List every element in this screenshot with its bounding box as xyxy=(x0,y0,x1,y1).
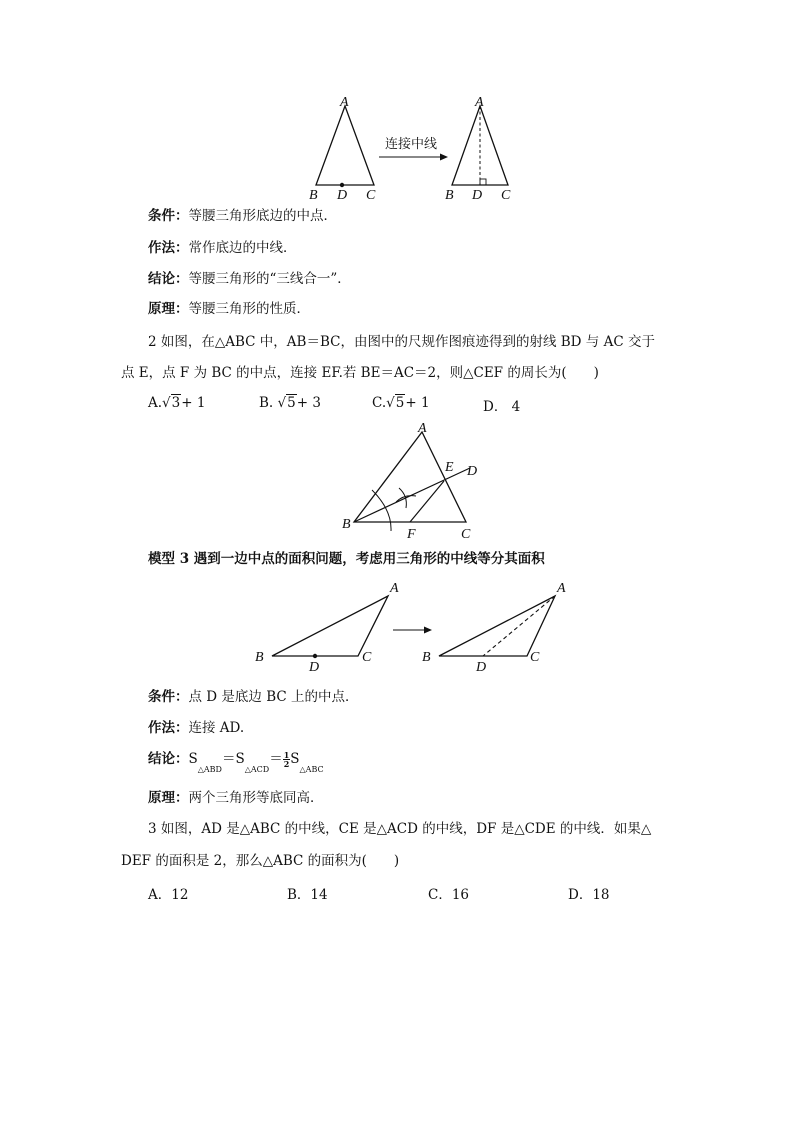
area-formula: $S_{\triangle ABD}=S_{\triangle ACD}=$ $\frac{1}{2}$ $S_{\triangle ABC}$ xyxy=(188,750,324,774)
model-3-left-figure xyxy=(250,574,410,676)
condition-label: 条件： xyxy=(148,208,189,224)
vertex-label-c: C xyxy=(366,188,376,203)
median-ad-dashed xyxy=(483,596,555,656)
vertex-label-c: C xyxy=(501,188,511,203)
method-label: 作法： xyxy=(148,720,189,736)
triangle-abc-left xyxy=(272,596,388,656)
vertex-label-d: D xyxy=(309,660,320,675)
vertex-label-a: A xyxy=(390,581,399,596)
midpoint-dot xyxy=(340,183,344,187)
conclusion-label: 结论： xyxy=(148,271,189,287)
option-a[interactable]: A．12 xyxy=(148,887,189,903)
option-c[interactable]: C．16 xyxy=(428,887,470,903)
principle-text: 等腰三角形的性质． xyxy=(188,301,310,317)
method-text: 连接 AD. xyxy=(188,720,245,736)
half-fraction: $\frac{1}{2}$ xyxy=(283,750,290,769)
principle-line xyxy=(148,300,310,318)
vertex-label-b: B xyxy=(342,517,351,532)
model-3-conclusion-line xyxy=(148,750,324,774)
model-3-right-figure xyxy=(418,574,578,676)
question-3-line-1: 3 如图，AD 是△ABC 的中线，CE 是△ACD 的中线，DF 是△CDE 的中线．如果△ xyxy=(148,821,652,837)
model-3-title: 模型 3 遇到一边中点的面积问题，考虑用三角形的中线等分其面积 xyxy=(148,551,545,567)
construction-arc-small-1 xyxy=(399,488,406,508)
question-2-line-2: 点 E，点 F 为 BC 的中点，连接 EF.若 BE＝AC＝2，则△CEF 的周长为( ) xyxy=(121,365,599,381)
option-b[interactable]: B．14 xyxy=(287,887,328,903)
question-3-line-2: DEF 的面积是 2，那么△ABC 的面积为( ) xyxy=(121,853,400,869)
vertex-label-b: B xyxy=(309,188,318,203)
vertex-label-c: C xyxy=(461,527,471,542)
vertex-label-c: C xyxy=(362,650,372,665)
model-3-method-line xyxy=(148,719,244,737)
method-label: 作法： xyxy=(148,240,189,256)
model-3-principle-line xyxy=(148,789,324,807)
vertex-label-a: A xyxy=(418,421,427,436)
method-line xyxy=(148,239,297,257)
triangle-abc-right xyxy=(439,596,555,656)
principle-label: 原理： xyxy=(148,301,189,317)
vertex-label-d: D xyxy=(337,188,348,203)
condition-label: 条件： xyxy=(148,689,189,705)
arrow-label: 连接中线 xyxy=(385,137,438,152)
vertex-label-c: C xyxy=(530,650,540,665)
right-angle-mark xyxy=(480,179,486,185)
triangle-abc xyxy=(354,432,466,522)
vertex-label-b: B xyxy=(422,650,431,665)
method-text: 常作底边的中线． xyxy=(188,240,297,256)
conclusion-label: 结论： xyxy=(148,751,189,767)
option-d[interactable]: D． 4 xyxy=(483,399,521,415)
construction-arc xyxy=(372,490,391,531)
conclusion-text: 等腰三角形的“三线合一”． xyxy=(188,271,351,287)
option-c[interactable]: C.√5+ 1 xyxy=(372,395,430,411)
option-a[interactable]: A.√3+ 1 xyxy=(148,395,206,411)
question-2-figure xyxy=(336,418,496,542)
conclusion-line xyxy=(148,270,351,288)
principle-label: 原理： xyxy=(148,790,189,806)
vertex-label-f: F xyxy=(407,527,416,542)
segment-ef xyxy=(410,481,444,522)
midpoint-dot xyxy=(313,654,317,658)
condition-text: 点 D 是底边 BC 上的中点． xyxy=(188,689,359,705)
option-b[interactable]: B. √5+ 3 xyxy=(259,395,321,411)
option-d[interactable]: D．18 xyxy=(568,887,610,903)
triangle-abc-left xyxy=(316,106,374,185)
condition-text: 等腰三角形底边的中点． xyxy=(188,208,337,224)
model-3-condition-line xyxy=(148,688,359,706)
vertex-label-d: D xyxy=(476,660,487,675)
question-2-line-1: 2 如图，在△ABC 中，AB＝BC，由图中的尺规作图痕迹得到的射线 BD 与 AC 交于 xyxy=(148,334,655,350)
vertex-label-d: D xyxy=(467,464,478,479)
principle-text: 两个三角形等底同高． xyxy=(188,790,324,806)
vertex-label-e: E xyxy=(445,460,454,475)
vertex-label-d: D xyxy=(472,188,483,203)
vertex-label-a: A xyxy=(475,95,484,110)
condition-line xyxy=(148,207,337,225)
isosceles-triangle-right-figure xyxy=(438,92,528,204)
vertex-label-a: A xyxy=(557,581,566,596)
vertex-label-b: B xyxy=(255,650,264,665)
vertex-label-a: A xyxy=(340,95,349,110)
vertex-label-b: B xyxy=(445,188,454,203)
